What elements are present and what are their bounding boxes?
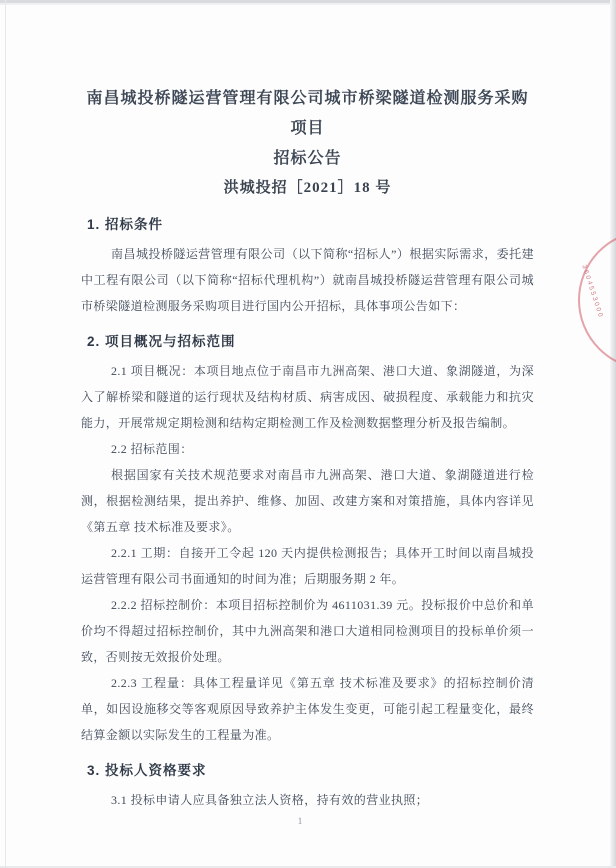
paragraph: 2.1 项目概况：本项目地点位于南昌市九洲高架、港口大道、象湖隧道，为深入了解桥梁和隧道的运行现状及结构材质、病害成因、破损程度、承载能力和抗灾能力，开展常规定期检测和结构定期检测工作及检测数据整理分析及报告编制。 — [81, 364, 534, 430]
paragraph: 2.2.3 工程量：具体工程量详见《第五章 技术标准及要求》的招标控制价清单，如因设施移交等客观原因导致养护主体发生变更，可能引起工程量变化，最终结算金额以实际发生的工程量为准。 — [81, 676, 534, 742]
paragraph: 2.2.1 工期：自接开工令起 120 天内提供检测报告；具体开工时间以南昌城投运营管理有限公司书面通知的时间为准；后期服务期 2 年。 — [81, 546, 534, 586]
document-title-line1: 南昌城投桥隧运营管理有限公司城市桥梁隧道检测服务采购项目 — [86, 90, 529, 137]
document-title-line2: 招标公告 — [273, 150, 342, 167]
page-number: 1 — [297, 816, 303, 826]
paragraph: 2.2 招标范围： — [111, 442, 193, 456]
document-sections — [81, 215, 534, 813]
section-heading: 2. 项目概况与招标范围 — [87, 334, 236, 349]
document-number: 洪城投招［2021］18 号 — [223, 180, 392, 196]
paragraph: 南昌城投桥隧运营管理有限公司（以下简称“招标人”）根据实际需求，委托建中工程有限公司（以下简称“招标代理机构”）就南昌城投桥隧运营管理有限公司城市桥梁隧道检测服务采购项目进行国内公开招标，具体事项公告如下： — [81, 247, 534, 313]
paragraph: 根据国家有关技术规范要求对南昌市九洲高架、港口大道、象湖隧道进行检测，根据检测结果，提出养护、维修、加固、改建方案和对策措施，具体内容详见《第五章 技术标准及要求》。 — [81, 468, 534, 534]
paragraph: 2.2.2 招标控制价：本项目招标控制价为 4611031.39 元。投标报价中总价和单价均不得超过招标控制价，其中九洲高架和港口大道相同检测项目的投标单价须一致，否则按无效报价处理。 — [81, 598, 534, 664]
section-heading: 3. 投标人资格要求 — [87, 763, 207, 778]
stamp-serial-digits: 3604553000 — [580, 264, 605, 320]
section-heading: 1. 招标条件 — [87, 217, 164, 232]
paragraph: 3.1 投标申请人应具备独立法人资格，持有效的营业执照； — [111, 793, 429, 807]
